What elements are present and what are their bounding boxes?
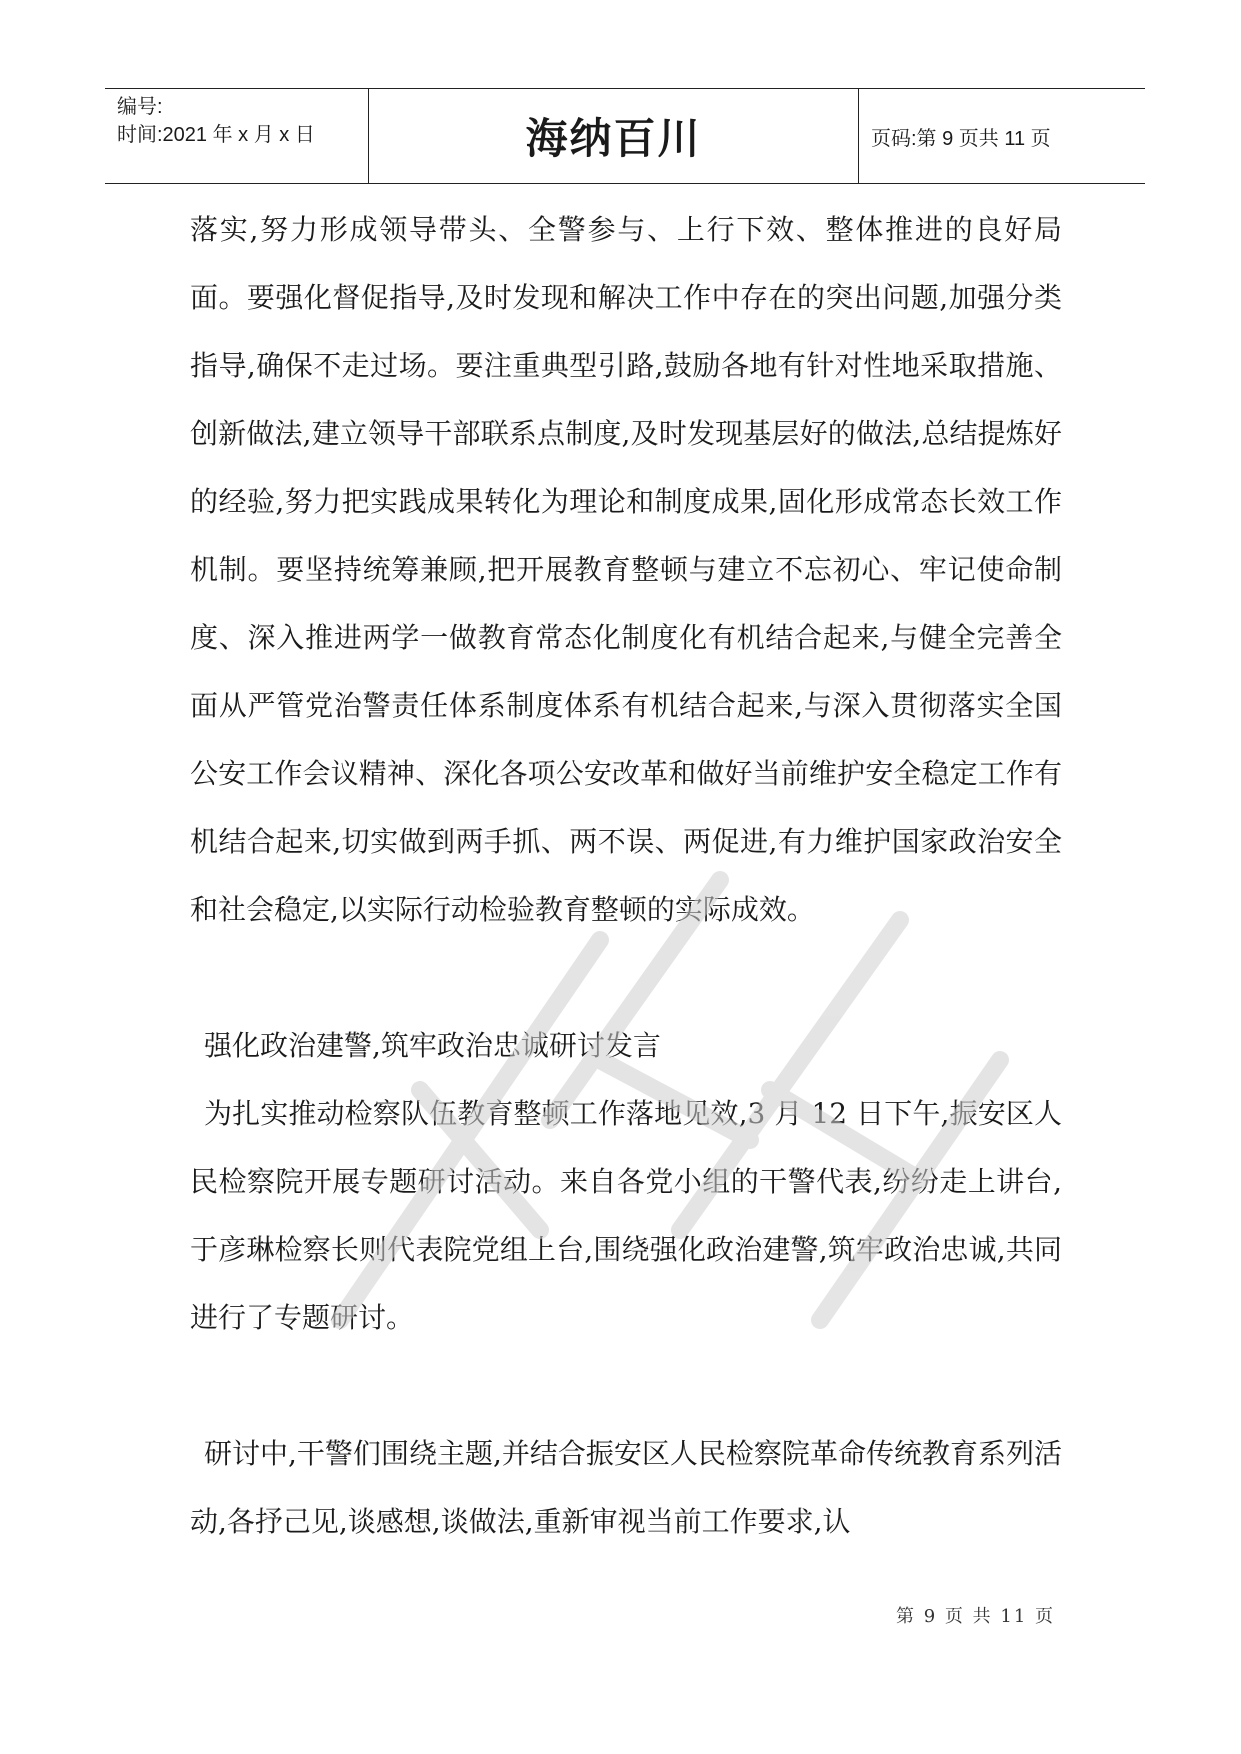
section-title: 强化政治建警,筑牢政治忠诚研讨发言 <box>204 1029 661 1062</box>
document-date-label: 时间:2021 年 x 月 x 日 <box>117 124 315 146</box>
document-number-label: 编号: <box>117 96 163 118</box>
header-company-name: 海纳百川 <box>369 89 859 183</box>
header-page-label: 页码:第 9 页共 11 页 <box>871 127 1051 150</box>
paragraph-intro: 为扎实推动检察队伍教育整顿工作落地见效,3 月 12 日下午,振安区人民检察院开展专题研讨活动。来自各党小组的干警代表,纷纷走上讲台,于彦琳检察长则代表院党组上台,围绕强化政治建警,筑牢政治忠诚,共同进行了专题研讨。 <box>190 1097 1062 1334</box>
header-meta <box>105 89 369 183</box>
paragraph-continued: 落实,努力形成领导带头、全警参与、上行下效、整体推进的良好局面。要强化督促指导,及时发现和解决工作中存在的突出问题,加强分类指导,确保不走过场。要注重典型引路,鼓励各地有针对性地采取措施、创新做法,建立领导干部联系点制度,及时发现基层好的做法,总结提炼好的经验,努力把实践成果转化为理论和制度成果,固化形成常态长效工作机制。要坚持统筹兼顾,把开展教育整顿与建立不忘初心、牢记使命制度、深入推进两学一做教育常态化制度化有机结合起来,与健全完善全面从严管党治警责任体系制度体系有机结合起来,与深入贯彻落实全国公安工作会议精神、深化各项公安改革和做好当前维护安全稳定工作有机结合起来,切实做到两手抓、两不误、两促进,有力维护国家政治安全和社会稳定,以实际行动检验教育整顿的实际成效。 <box>190 213 1062 926</box>
footer-page-number: 第 9 页 共 11 页 <box>896 1606 1055 1627</box>
paragraph-discussion: 研讨中,干警们围绕主题,并结合振安区人民检察院革命传统教育系列活动,各抒己见,谈感想,谈做法,重新审视当前工作要求,认 <box>190 1437 1062 1538</box>
document-body <box>190 196 1062 1556</box>
page-header <box>105 88 1145 184</box>
